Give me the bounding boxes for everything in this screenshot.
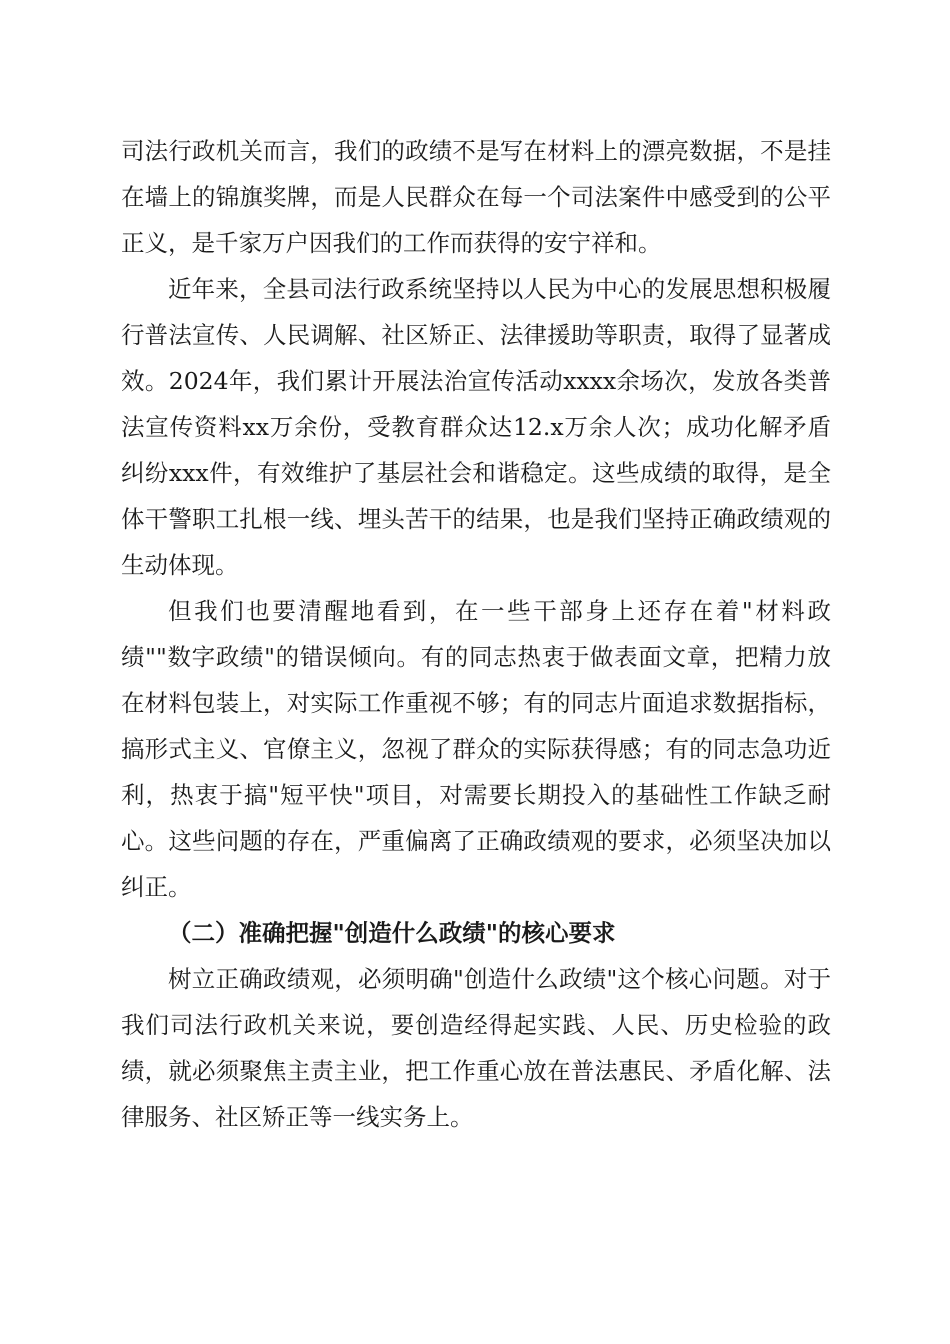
paragraph-achievements: 近年来，全县司法行政系统坚持以人民为中心的发展思想积极履行普法宣传、人民调解、社区矫正、法律援助等职责，取得了显著成效。2024年，我们累计开展法治宣传活动xxxx余场次，发放各类普法宣传资料xx万余份，受教育群众达12.x万余人次；成功化解矛盾纠纷xxx件，有效维护了基层社会和谐稳定。这些成绩的取得，是全体干警职工扎根一线、埋头苦干的结果，也是我们坚持正确政绩观的生动体现。 — [121, 275, 831, 579]
paragraph-continuation: 司法行政机关而言，我们的政绩不是写在材料上的漂亮数据，不是挂在墙上的锦旗奖牌，而是人民群众在每一个司法案件中感受到的公平正义，是千家万户因我们的工作而获得的安宁祥和。 — [121, 137, 831, 257]
document-body — [121, 128, 831, 1140]
section-heading: （二）准确把握"创造什么政绩"的核心要求 — [168, 919, 616, 947]
paragraph-core-requirement: 树立正确政绩观，必须明确"创造什么政绩"这个核心问题。对于我们司法行政机关来说，要创造经得起实践、人民、历史检验的政绩，就必须聚焦主责主业，把工作重心放在普法惠民、矛盾化解、法律服务、社区矫正等一线实务上。 — [121, 965, 831, 1131]
paragraph-problems: 但我们也要清醒地看到，在一些干部身上还存在着"材料政绩""数字政绩"的错误倾向。有的同志热衷于做表面文章，把精力放在材料包装上，对实际工作重视不够；有的同志片面追求数据指标，搞形式主义、官僚主义，忽视了群众的实际获得感；有的同志急功近利，热衷于搞"短平快"项目，对需要长期投入的基础性工作缺乏耐心。这些问题的存在，严重偏离了正确政绩观的要求，必须坚决加以纠正。 — [121, 597, 831, 901]
